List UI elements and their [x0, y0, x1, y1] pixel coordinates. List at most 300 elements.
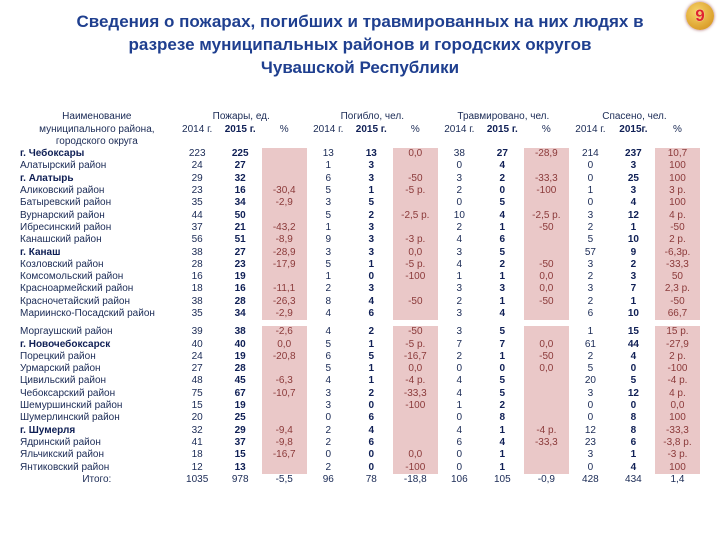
- district-name: г. Канаш: [20, 246, 61, 258]
- district-name: Красноармейский район: [20, 283, 134, 295]
- header-year: 2014 г.: [182, 123, 213, 135]
- district-name: Красночетайский район: [20, 295, 130, 307]
- value-cell: 27: [234, 160, 246, 172]
- value-cell: 0: [499, 185, 506, 197]
- value-cell: 3: [325, 400, 332, 412]
- value-cell: 2: [325, 424, 332, 436]
- value-cell: 13: [322, 148, 334, 160]
- value-cell: 19: [234, 350, 246, 362]
- value-cell: 3: [587, 209, 594, 221]
- percent-cell: 0,0: [393, 148, 438, 160]
- value-cell: 6: [368, 412, 375, 424]
- percent-cell: [524, 388, 569, 400]
- value-cell: 1: [499, 424, 506, 436]
- percent-cell: -5 р.: [393, 338, 438, 350]
- percent-cell: -4 р.: [524, 425, 569, 437]
- percent-cell: -9,4: [262, 425, 307, 437]
- value-cell: 57: [584, 246, 596, 258]
- district-name: Батыревский район: [20, 197, 112, 209]
- percent-cell: [524, 375, 569, 387]
- percent-cell: -28,9: [262, 246, 307, 258]
- value-cell: 67: [234, 387, 246, 399]
- percent-cell: -5 р.: [393, 185, 438, 197]
- value-cell: 2: [368, 209, 375, 221]
- value-cell: 3: [630, 160, 637, 172]
- table-row: [18, 173, 700, 185]
- value-cell: 2: [325, 436, 332, 448]
- value-cell: 3: [456, 283, 463, 295]
- value-cell: 24: [191, 350, 203, 362]
- value-cell: 38: [234, 326, 246, 338]
- percent-cell: [393, 437, 438, 449]
- district-name: Мариинско-Посадский район: [20, 308, 155, 319]
- percent-cell: -6,3р.: [655, 246, 700, 258]
- value-cell: 18: [191, 283, 203, 295]
- value-cell: 45: [234, 375, 246, 387]
- value-cell: 8: [325, 295, 332, 307]
- percent-cell: [524, 160, 569, 172]
- percent-cell: 2 р.: [655, 234, 700, 246]
- title-line-2: разрезе муниципальных районов и городских округов: [128, 35, 592, 54]
- district-name: Козловский район: [20, 258, 104, 270]
- value-cell: 24: [191, 160, 203, 172]
- value-cell: 6: [499, 234, 506, 246]
- value-cell: 37: [191, 221, 203, 233]
- percent-cell: -9,8: [262, 437, 307, 449]
- value-cell: 0: [587, 400, 594, 412]
- district-name: Аликовский район: [20, 185, 105, 197]
- percent-cell: -0,9: [537, 473, 555, 485]
- value-cell: 105: [493, 473, 511, 485]
- table-row: [18, 185, 700, 197]
- value-cell: 0: [630, 400, 637, 412]
- percent-cell: -33,3: [524, 173, 569, 185]
- table-row: [18, 425, 700, 437]
- value-cell: 1: [587, 326, 594, 338]
- value-cell: 78: [365, 473, 377, 485]
- percent-cell: [262, 271, 307, 283]
- percent-cell: 0,0: [524, 283, 569, 295]
- district-name: Ибресинский район: [20, 221, 112, 233]
- value-cell: 0: [456, 363, 463, 375]
- percent-cell: -100: [524, 185, 569, 197]
- value-cell: 1: [325, 271, 332, 283]
- header-percent: %: [410, 123, 420, 135]
- value-cell: 44: [627, 338, 639, 350]
- value-cell: 12: [191, 461, 203, 473]
- percent-cell: -4 р.: [393, 375, 438, 387]
- percent-cell: -3 р.: [655, 449, 700, 461]
- value-cell: 3: [325, 246, 332, 258]
- value-cell: 19: [234, 271, 246, 283]
- percent-cell: [262, 412, 307, 424]
- percent-cell: [524, 412, 569, 424]
- value-cell: 3: [587, 258, 594, 270]
- value-cell: 4: [325, 308, 332, 319]
- percent-cell: 3 р.: [655, 185, 700, 197]
- percent-cell: 10,7: [655, 148, 700, 160]
- header-percent: %: [672, 123, 682, 135]
- header-year: 2014 г.: [575, 123, 606, 135]
- value-cell: 2: [368, 326, 375, 338]
- value-cell: 5: [368, 350, 375, 362]
- value-cell: 32: [191, 424, 203, 436]
- value-cell: 0: [456, 197, 463, 209]
- value-cell: 2: [499, 172, 506, 184]
- value-cell: 1: [368, 375, 375, 387]
- value-cell: 1: [499, 449, 506, 461]
- header-row-groups: [18, 110, 700, 123]
- value-cell: 5: [325, 209, 332, 221]
- value-cell: 0: [630, 363, 637, 375]
- percent-cell: [524, 246, 569, 258]
- value-cell: 38: [191, 246, 203, 258]
- value-cell: 225: [231, 148, 249, 160]
- value-cell: 2: [587, 350, 594, 362]
- value-cell: 4: [325, 375, 332, 387]
- percent-cell: 0,0: [393, 246, 438, 258]
- percent-cell: -3,8 р.: [655, 437, 700, 449]
- value-cell: 9: [630, 246, 637, 258]
- percent-cell: [393, 308, 438, 320]
- value-cell: 20: [191, 412, 203, 424]
- header-name-line3: городского округа: [55, 136, 138, 147]
- percent-cell: [393, 160, 438, 172]
- value-cell: 21: [234, 221, 246, 233]
- value-cell: 1: [630, 221, 637, 233]
- value-cell: 18: [191, 449, 203, 461]
- value-cell: 1: [499, 221, 506, 233]
- percent-cell: -2,5 р.: [524, 209, 569, 221]
- value-cell: 23: [584, 436, 596, 448]
- value-cell: 12: [584, 424, 596, 436]
- value-cell: 0: [325, 412, 332, 424]
- percent-cell: -100: [393, 400, 438, 412]
- value-cell: 27: [234, 246, 246, 258]
- district-name: г. Чебоксары: [20, 148, 85, 160]
- value-cell: 1: [499, 350, 506, 362]
- value-cell: 2: [456, 350, 463, 362]
- value-cell: 4: [499, 209, 506, 221]
- value-cell: 4: [456, 375, 463, 387]
- value-cell: 7: [630, 283, 637, 295]
- value-cell: 3: [587, 387, 594, 399]
- percent-cell: -43,2: [262, 222, 307, 234]
- value-cell: 4: [325, 326, 332, 338]
- percent-cell: -50: [524, 259, 569, 271]
- value-cell: 6: [325, 350, 332, 362]
- value-cell: 35: [191, 197, 203, 209]
- table-row: [18, 363, 700, 375]
- value-cell: 4: [630, 461, 637, 473]
- header-row-name3: [18, 136, 700, 148]
- district-name: Шумерлинский район: [20, 412, 120, 424]
- value-cell: 15: [234, 449, 246, 461]
- district-name: г. Шумерля: [20, 424, 76, 436]
- percent-cell: [262, 400, 307, 412]
- value-cell: 51: [234, 234, 246, 246]
- percent-cell: 0,0: [655, 400, 700, 412]
- percent-cell: -50: [655, 222, 700, 234]
- value-cell: 0: [368, 400, 375, 412]
- table-row: [18, 160, 700, 172]
- value-cell: 25: [234, 412, 246, 424]
- value-cell: 6: [368, 308, 375, 319]
- percent-cell: 100: [655, 197, 700, 209]
- value-cell: 1: [456, 271, 463, 283]
- value-cell: 1: [368, 185, 375, 197]
- value-cell: 25: [627, 172, 639, 184]
- percent-cell: 50: [655, 271, 700, 283]
- percent-cell: [524, 461, 569, 473]
- value-cell: 1: [499, 295, 506, 307]
- percent-cell: -33,3: [524, 437, 569, 449]
- percent-cell: 2 р.: [655, 351, 700, 363]
- value-cell: 2: [587, 271, 594, 283]
- percent-cell: 1,4: [670, 473, 685, 485]
- value-cell: 223: [188, 148, 206, 160]
- table-row: [18, 296, 700, 308]
- district-name: Янтиковский район: [20, 461, 110, 473]
- title-line-1: Сведения о пожарах, погибших и травмированных на них людях в: [76, 12, 644, 31]
- value-cell: 978: [231, 473, 249, 485]
- percent-cell: -2,6: [262, 326, 307, 338]
- percent-cell: -8,9: [262, 234, 307, 246]
- value-cell: 48: [191, 375, 203, 387]
- value-cell: 20: [584, 375, 596, 387]
- district-name: г. Новочебоксарск: [20, 338, 111, 350]
- value-cell: 3: [368, 172, 375, 184]
- table-row: [18, 308, 700, 320]
- value-cell: 237: [625, 148, 642, 160]
- value-cell: 1035: [186, 473, 209, 485]
- value-cell: 5: [499, 246, 506, 258]
- header-year: 2015 г.: [224, 123, 256, 135]
- value-cell: 38: [191, 295, 203, 307]
- value-cell: 2: [325, 461, 332, 473]
- table-row: [18, 259, 700, 271]
- table-row: [18, 400, 700, 412]
- value-cell: 1: [630, 449, 637, 461]
- value-cell: 13: [234, 461, 246, 473]
- value-cell: 3: [368, 246, 375, 258]
- percent-cell: -20,8: [262, 351, 307, 363]
- value-cell: 3: [368, 234, 375, 246]
- percent-cell: -3 р.: [393, 234, 438, 246]
- value-cell: 0: [368, 271, 375, 283]
- table-row: [18, 148, 700, 160]
- value-cell: 9: [325, 234, 332, 246]
- value-cell: 39: [191, 326, 203, 338]
- value-cell: 4: [456, 424, 463, 436]
- value-cell: 3: [325, 197, 332, 209]
- value-cell: 4: [368, 295, 375, 307]
- value-cell: 1: [368, 338, 375, 350]
- value-cell: 3: [630, 185, 637, 197]
- district-name: Шемуршинский район: [20, 400, 123, 412]
- slide-number: 9: [695, 6, 705, 25]
- district-name: Вурнарский район: [20, 209, 105, 221]
- percent-cell: -5 р.: [393, 259, 438, 271]
- value-cell: 0: [456, 412, 463, 424]
- value-cell: 3: [499, 283, 506, 295]
- value-cell: 3: [587, 449, 594, 461]
- value-cell: 34: [234, 308, 246, 319]
- value-cell: 2: [630, 258, 637, 270]
- value-cell: 28: [191, 258, 203, 270]
- header-group-injured: Травмировано, чел.: [457, 110, 550, 122]
- value-cell: 50: [234, 209, 246, 221]
- value-cell: 27: [496, 148, 508, 160]
- value-cell: 0: [456, 461, 463, 473]
- percent-cell: 66,7: [655, 308, 700, 320]
- header-percent: %: [279, 123, 289, 135]
- percent-cell: -50: [393, 296, 438, 308]
- value-cell: 7: [499, 338, 506, 350]
- percent-cell: -33,3: [655, 259, 700, 271]
- value-cell: 6: [456, 436, 463, 448]
- value-cell: 96: [322, 473, 334, 485]
- value-cell: 3: [456, 172, 463, 184]
- value-cell: 3: [587, 283, 594, 295]
- table-row: [18, 197, 700, 209]
- percent-cell: -28,9: [524, 148, 569, 160]
- table-row: [18, 461, 700, 473]
- value-cell: 34: [234, 197, 246, 209]
- value-cell: 106: [450, 473, 468, 485]
- percent-cell: 4 р.: [655, 209, 700, 221]
- value-cell: 6: [630, 436, 637, 448]
- header-spacer: [176, 136, 700, 148]
- value-cell: 2: [456, 185, 463, 197]
- percent-cell: -2,9: [262, 308, 307, 320]
- value-cell: 1: [325, 221, 332, 233]
- value-cell: 23: [191, 185, 203, 197]
- value-cell: 428: [582, 473, 599, 485]
- value-cell: 4: [499, 436, 506, 448]
- value-cell: 1: [587, 185, 594, 197]
- percent-cell: [524, 400, 569, 412]
- value-cell: 5: [325, 338, 332, 350]
- value-cell: 4: [456, 234, 463, 246]
- value-cell: 5: [325, 258, 332, 270]
- district-name: Алатырский район: [20, 160, 107, 172]
- value-cell: 28: [234, 295, 246, 307]
- table-row: [18, 222, 700, 234]
- header-year: 2014 г.: [313, 123, 344, 135]
- percent-cell: 0,0: [524, 363, 569, 375]
- value-cell: 8: [630, 412, 637, 424]
- percent-cell: -33,3: [393, 388, 438, 400]
- value-cell: 0: [587, 461, 594, 473]
- percent-cell: -4 р.: [655, 375, 700, 387]
- percent-cell: [262, 461, 307, 473]
- percent-cell: -16,7: [393, 351, 438, 363]
- table-row: [18, 271, 700, 283]
- percent-cell: [262, 209, 307, 221]
- value-cell: 0: [368, 461, 375, 473]
- percent-cell: 0,0: [524, 338, 569, 350]
- district-name: Яльчикский район: [20, 449, 104, 461]
- percent-cell: 2,3 р.: [655, 283, 700, 295]
- header-group-fires: Пожары, ед.: [212, 110, 270, 122]
- value-cell: 3: [368, 221, 375, 233]
- percent-cell: [524, 449, 569, 461]
- percent-cell: 0,0: [524, 271, 569, 283]
- percent-cell: [393, 412, 438, 424]
- value-cell: 16: [234, 283, 246, 295]
- district-name: Итого:: [82, 473, 112, 485]
- percent-cell: -10,7: [262, 388, 307, 400]
- header-year: 2015 г.: [355, 123, 387, 135]
- percent-cell: -17,9: [262, 259, 307, 271]
- value-cell: 29: [234, 424, 246, 436]
- percent-cell: [262, 148, 307, 160]
- title-line-3: Чувашской Республики: [260, 58, 460, 77]
- table-row: [18, 234, 700, 246]
- header-year: 2015 г.: [486, 123, 518, 135]
- value-cell: 6: [368, 436, 375, 448]
- header-percent: %: [541, 123, 551, 135]
- value-cell: 1: [499, 271, 506, 283]
- value-cell: 2: [499, 400, 506, 412]
- percent-cell: [524, 326, 569, 338]
- district-name: Цивильский район: [20, 375, 107, 387]
- table-row: [18, 437, 700, 449]
- value-cell: 0: [587, 197, 594, 209]
- value-cell: 35: [191, 308, 203, 319]
- value-cell: 3: [325, 387, 332, 399]
- value-cell: 28: [234, 363, 246, 375]
- percent-cell: -100: [655, 363, 700, 375]
- percent-cell: -6,3: [262, 375, 307, 387]
- value-cell: 3: [456, 308, 463, 319]
- value-cell: 2: [499, 258, 506, 270]
- value-cell: 3: [456, 326, 463, 338]
- percent-cell: -50: [524, 296, 569, 308]
- value-cell: 7: [456, 338, 463, 350]
- value-cell: 44: [191, 209, 203, 221]
- value-cell: 0: [456, 449, 463, 461]
- percent-cell: -30,4: [262, 185, 307, 197]
- value-cell: 15: [627, 326, 639, 338]
- value-cell: 3: [630, 271, 637, 283]
- value-cell: 5: [630, 375, 637, 387]
- value-cell: 3: [368, 160, 375, 172]
- percent-cell: [524, 197, 569, 209]
- value-cell: 10: [627, 308, 639, 319]
- value-cell: 0: [368, 449, 375, 461]
- percent-cell: [393, 283, 438, 295]
- value-cell: 16: [234, 185, 246, 197]
- percent-cell: -100: [393, 271, 438, 283]
- value-cell: 15: [191, 400, 203, 412]
- percent-cell: [262, 363, 307, 375]
- percent-cell: -50: [524, 351, 569, 363]
- slide-number-badge: [686, 2, 714, 30]
- percent-cell: -27,9: [655, 338, 700, 350]
- table-row: [18, 449, 700, 461]
- percent-cell: -50: [655, 296, 700, 308]
- percent-cell: -100: [393, 461, 438, 473]
- value-cell: 75: [191, 387, 203, 399]
- percent-cell: 15 р.: [655, 326, 700, 338]
- value-cell: 37: [234, 436, 246, 448]
- value-cell: 8: [499, 412, 506, 424]
- table-row: [18, 351, 700, 363]
- value-cell: 1: [630, 295, 637, 307]
- value-cell: 5: [499, 387, 506, 399]
